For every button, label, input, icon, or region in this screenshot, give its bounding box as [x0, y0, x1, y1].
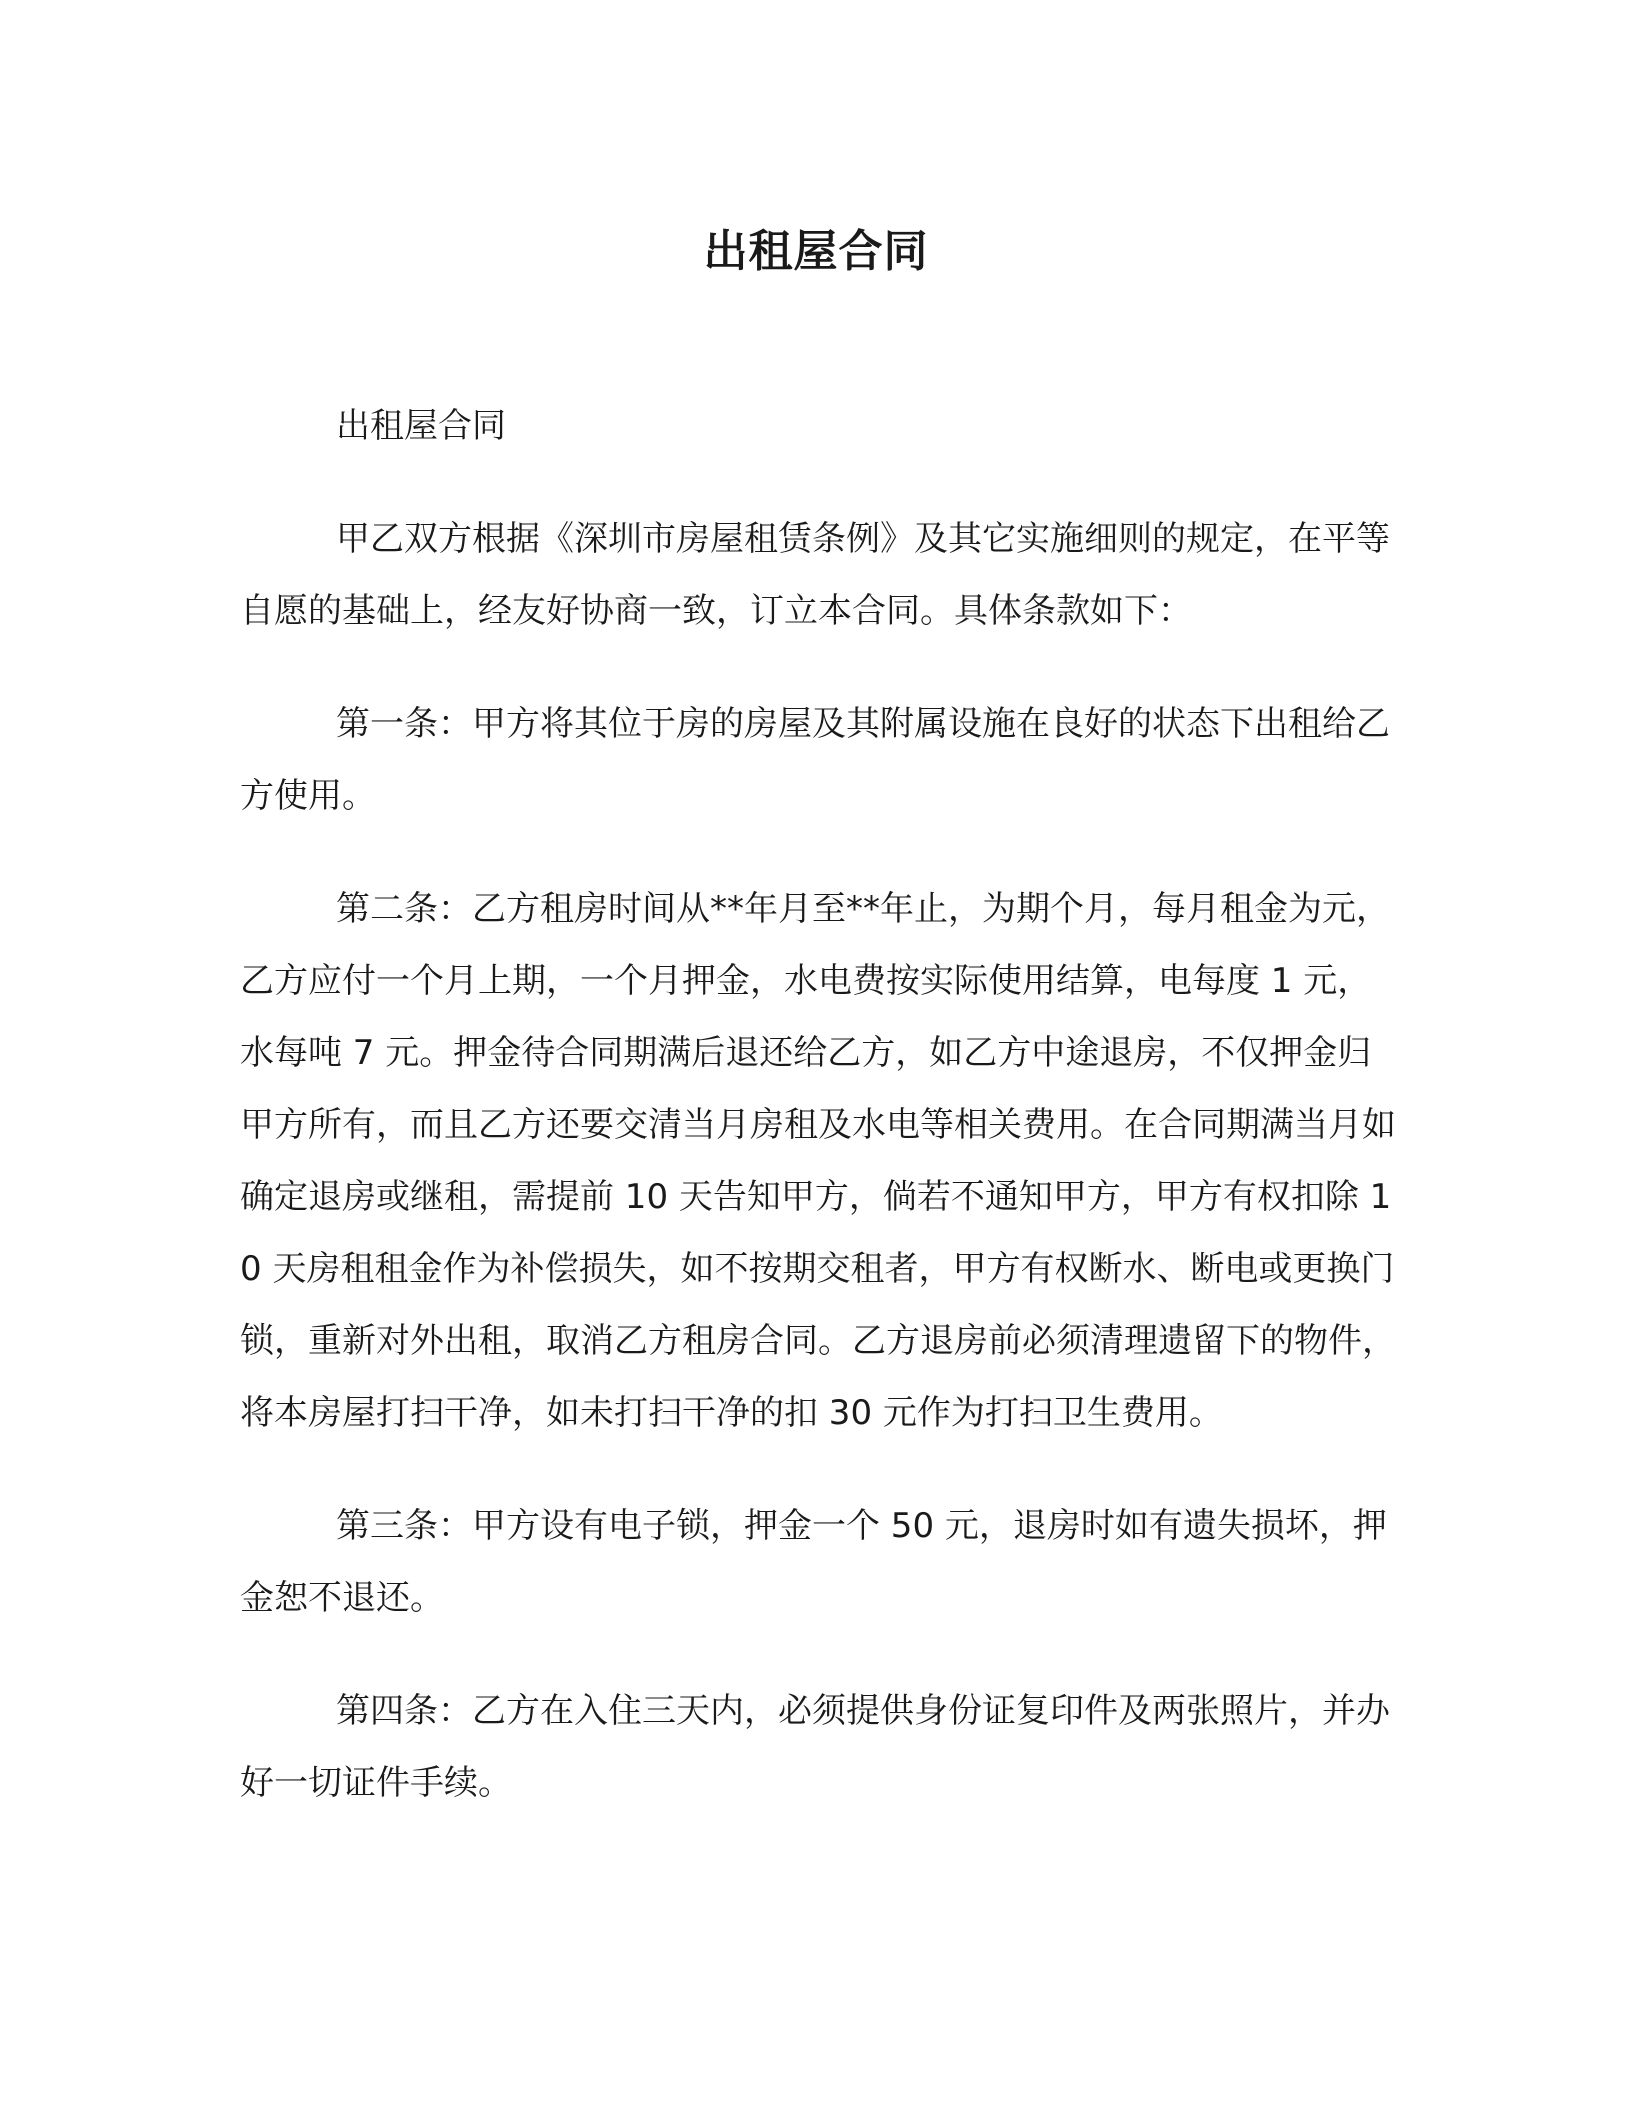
- paragraph-article-3: 第三条：甲方设有电子锁，押金一个 50 元，退房时如有遗失损坏，押金恕不退还。: [240, 1506, 1387, 1618]
- paragraph-subtitle: 出租屋合同: [336, 406, 506, 446]
- paragraph-article-2: 第二条：乙方租房时间从**年月至**年止，为期个月，每月租金为元，乙方应付一个月上期，一个月押金，水电费按实际使用结算，电每度 1 元，水每吨 7 元。押金待合同期满后退还给乙方，如乙方中途退房，不仅押金归甲方所有，而且乙方还要交清当月房租及水电等相关费用。在合同期满当月如确定退房或继租，需提前 10 天告知甲方，倘若不通知甲方，甲方有权扣除 10 天房租租金作为补偿损失，如不按期交租者，甲方有权断水、断电或更换门锁，重新对外出租，取消乙方租房合同。乙方退房前必须清理遗留下的物件，将本房屋打扫干净，如未打扫干净的扣 30 元作为打扫卫生费用。: [240, 889, 1396, 1433]
- document-body: [240, 390, 1400, 1860]
- document-title: 出租屋合同: [703, 226, 929, 277]
- paragraph-preamble: 甲乙双方根据《深圳市房屋租赁条例》及其它实施细则的规定，在平等自愿的基础上，经友好协商一致，订立本合同。具体条款如下：: [240, 519, 1390, 631]
- paragraph-article-4: 第四条：乙方在入住三天内，必须提供身份证复印件及两张照片，并办好一切证件手续。: [240, 1691, 1390, 1803]
- paragraph-article-1: 第一条：甲方将其位于房的房屋及其附属设施在良好的状态下出租给乙方使用。: [240, 704, 1390, 816]
